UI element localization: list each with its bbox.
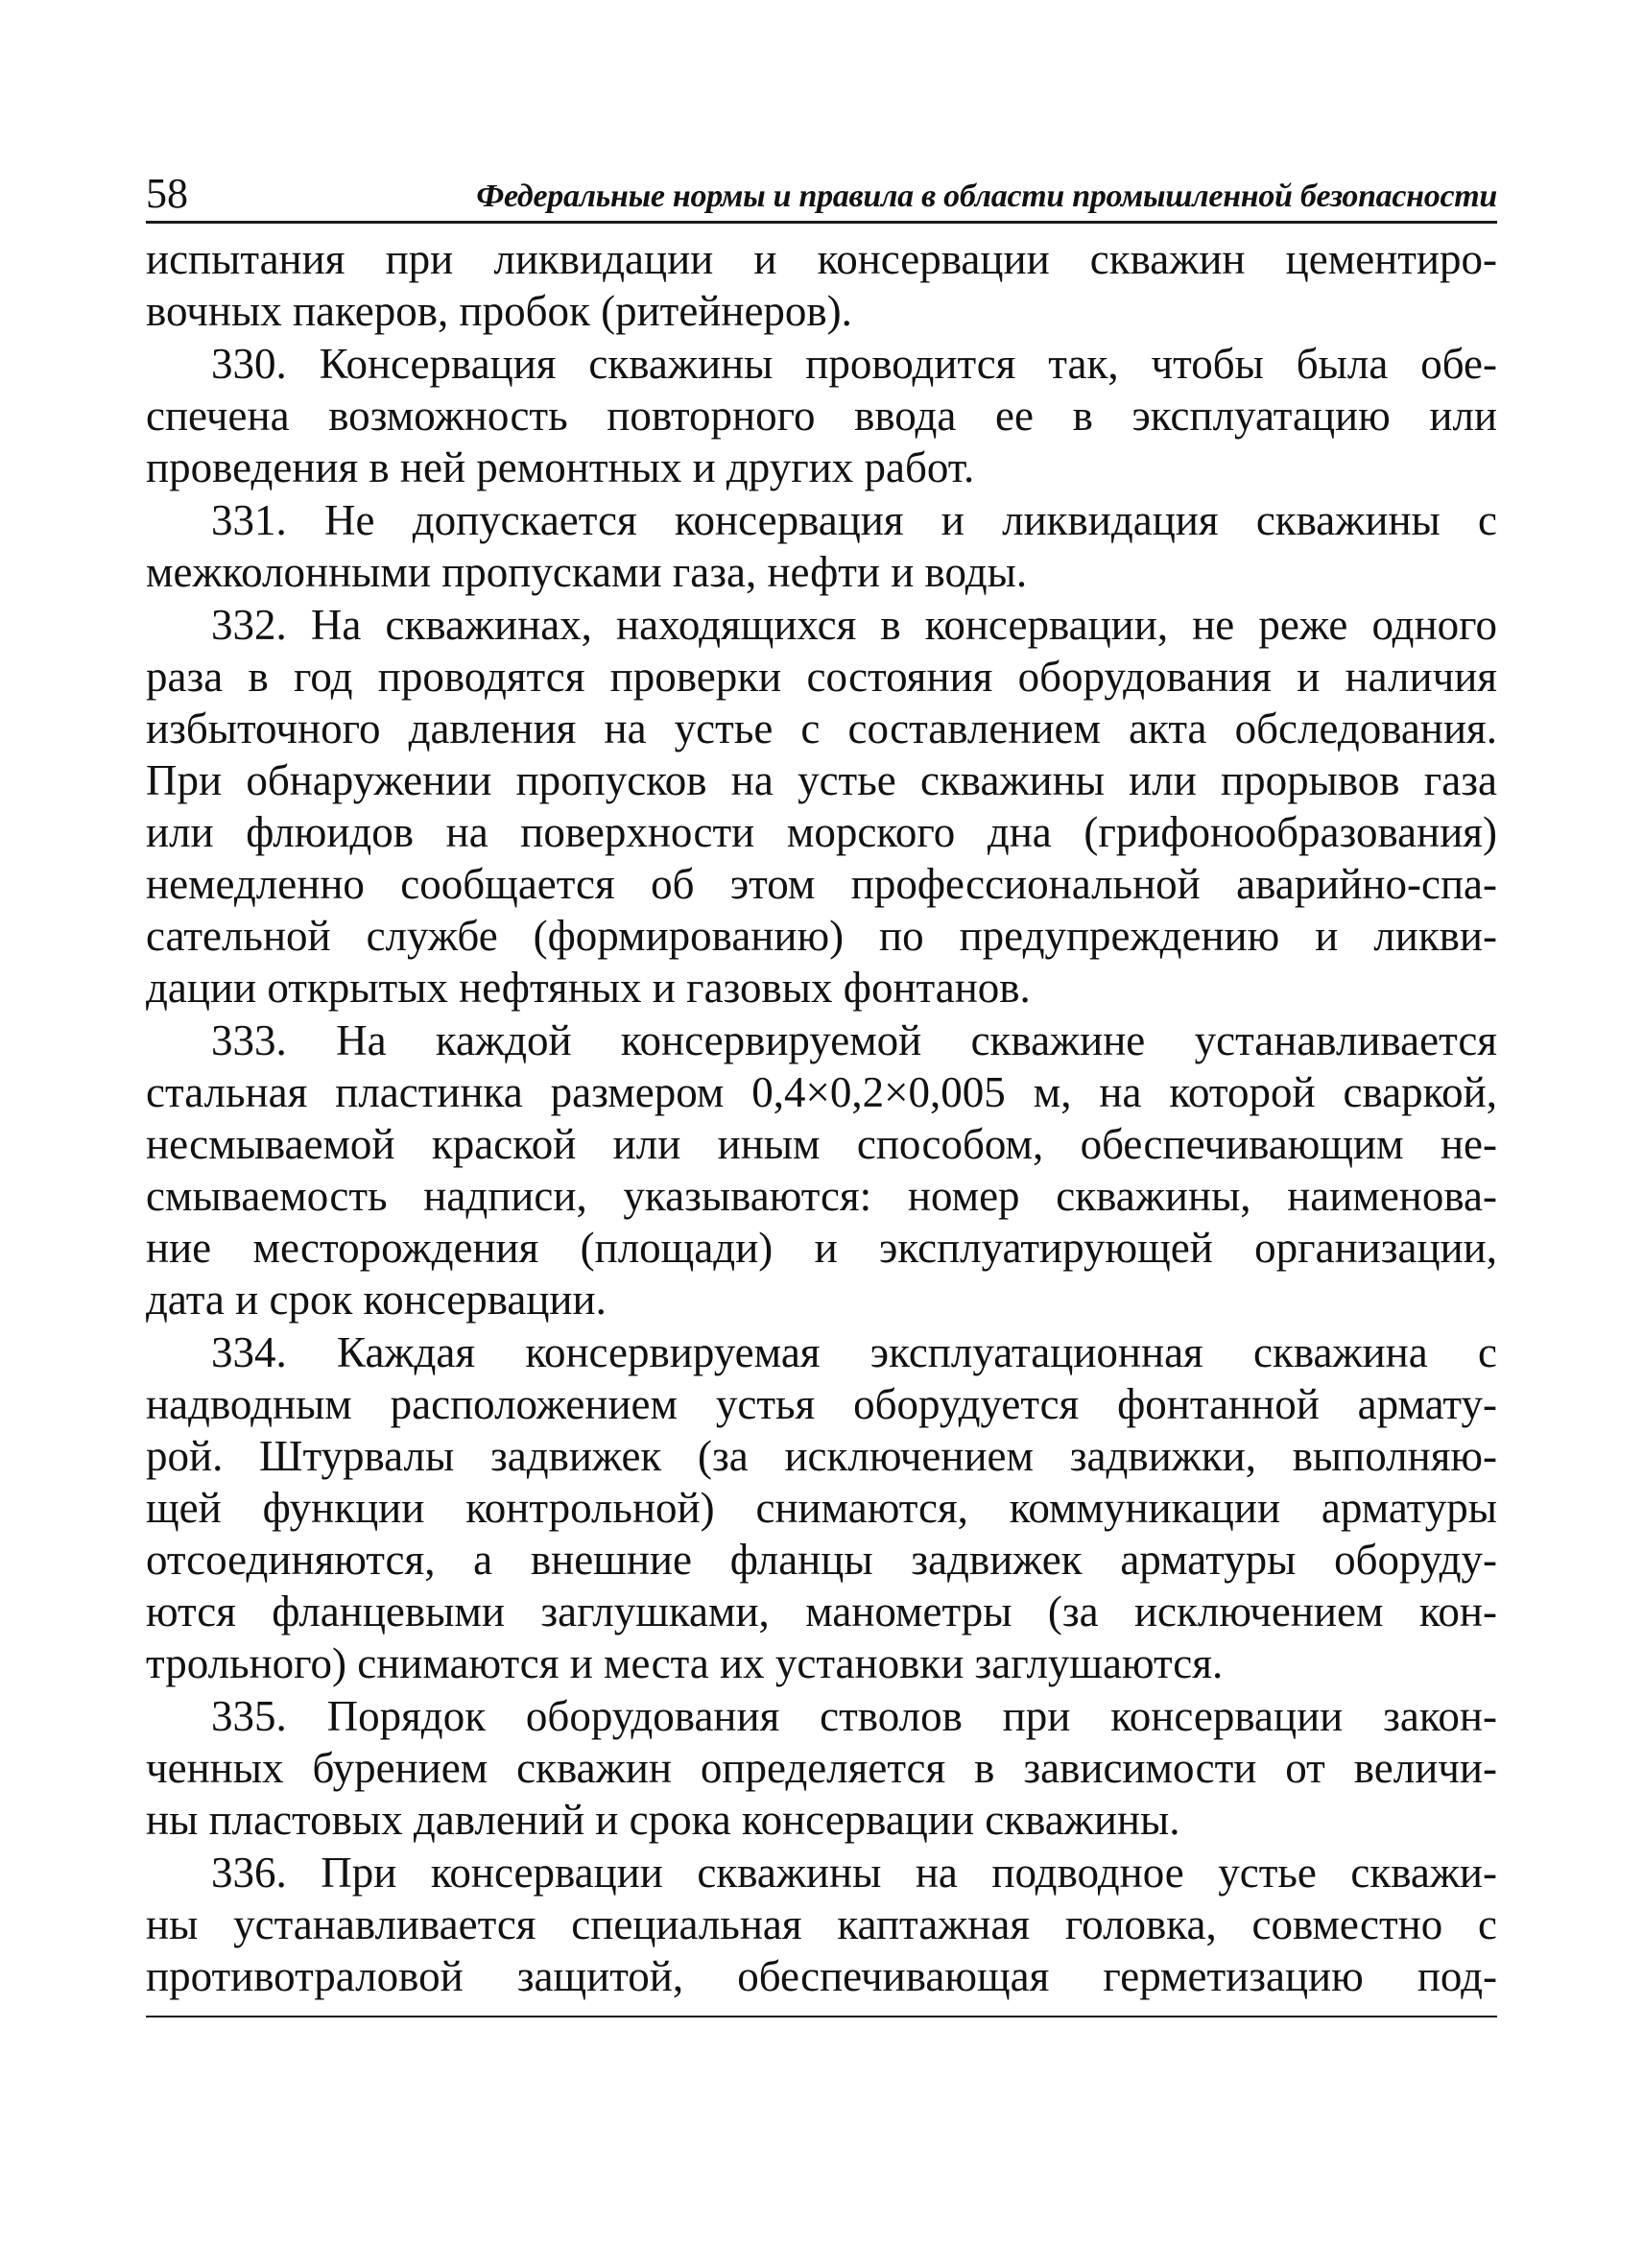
running-header-title: Федеральные нормы и правила в области промышленной безопасности: [476, 179, 1497, 214]
paragraph: [146, 1326, 1497, 1689]
text-line: При обнаружении пропусков на устье скважины или прорывов газа: [146, 756, 1497, 804]
text-line: межколонными пропусками газа, нефти и воды.: [146, 548, 1028, 596]
text-line: стальная пластинка размером 0,4×0,2×0,005 м, на которой сваркой,: [146, 1068, 1497, 1116]
text-line: ны пластовых давлений и срока консервации скважины.: [146, 1796, 1180, 1844]
text-line: 334. Каждая консервируемая эксплуатационная скважина с: [211, 1328, 1497, 1376]
text-line: трольного) снимаются и места их установки заглушаются.: [146, 1639, 1224, 1687]
text-line: 335. Порядок оборудования стволов при консервации закон-: [211, 1692, 1497, 1740]
paragraph: [146, 494, 1497, 598]
text-line: ние месторождения (площади) и эксплуатирующей организации,: [146, 1224, 1497, 1272]
text-line: избыточного давления на устье с составлением акта обследования.: [146, 704, 1497, 752]
text-line: ны устанавливается специальная каптажная головка, совместно с: [146, 1900, 1497, 1948]
text-line: противотраловой защитой, обеспечивающая герметизацию под-: [146, 1952, 1497, 2000]
text-line: 336. При консервации скважины на подводное устье скважи-: [211, 1849, 1497, 1897]
paragraph: [146, 599, 1497, 1014]
text-line: испытания при ликвидации и консервации скважин цементиро-: [146, 235, 1497, 283]
text-line: 333. На каждой консервируемой скважине устанавливается: [211, 1016, 1497, 1064]
text-line: несмываемой краской или иным способом, обеспечивающим не-: [146, 1120, 1497, 1168]
running-header: [146, 163, 1497, 224]
text-line: рой. Штурвалы задвижек (за исключением задвижки, выполняю-: [146, 1432, 1497, 1480]
text-line: ются фланцевыми заглушками, манометры (за исключением кон-: [146, 1588, 1497, 1635]
text-line: раза в год проводятся проверки состояния оборудования и наличия: [146, 653, 1497, 701]
text-line: 332. На скважинах, находящихся в консервации, не реже одного: [211, 601, 1497, 649]
text-line: надводным расположением устья оборудуется фонтанной армату-: [146, 1380, 1497, 1428]
paragraph: [146, 1847, 1497, 2002]
text-line: отсоединяются, а внешние фланцы задвижек арматуры оборуду-: [146, 1536, 1497, 1584]
text-line: проведения в ней ремонтных и других работ.: [146, 443, 975, 491]
body-text: [146, 233, 1497, 2002]
text-line: 331. Не допускается консервация и ликвидация скважины с: [211, 496, 1497, 544]
text-line: смываемость надписи, указываются: номер скважины, наименова-: [146, 1172, 1497, 1220]
text-line: спечена возможность повторного ввода ее в эксплуатацию или: [146, 392, 1497, 440]
page-number: 58: [146, 170, 188, 217]
text-line: или флюидов на поверхности морского дна (грифонообразования): [146, 808, 1497, 856]
text-line: ченных бурением скважин определяется в зависимости от величи-: [146, 1744, 1497, 1792]
bottom-rule: [146, 2016, 1497, 2017]
paragraph: [146, 338, 1497, 493]
text-line: дата и срок консервации.: [146, 1276, 607, 1324]
text-line: сательной службе (формированию) по предупреждению и ликви-: [146, 912, 1497, 960]
text-line: дации открытых нефтяных и газовых фонтанов.: [146, 964, 1031, 1012]
text-line: щей функции контрольной) снимаются, коммуникации арматуры: [146, 1484, 1497, 1532]
text-line: немедленно сообщается об этом профессиональной аварийно-спа-: [146, 860, 1497, 908]
text-line: вочных пакеров, пробок (ритейнеров).: [146, 287, 852, 335]
text-line: 330. Консервация скважины проводится так, чтобы была обе-: [211, 340, 1497, 388]
paragraph: [146, 233, 1497, 337]
paragraph: [146, 1015, 1497, 1325]
paragraph: [146, 1690, 1497, 1846]
document-page: [146, 163, 1497, 2017]
